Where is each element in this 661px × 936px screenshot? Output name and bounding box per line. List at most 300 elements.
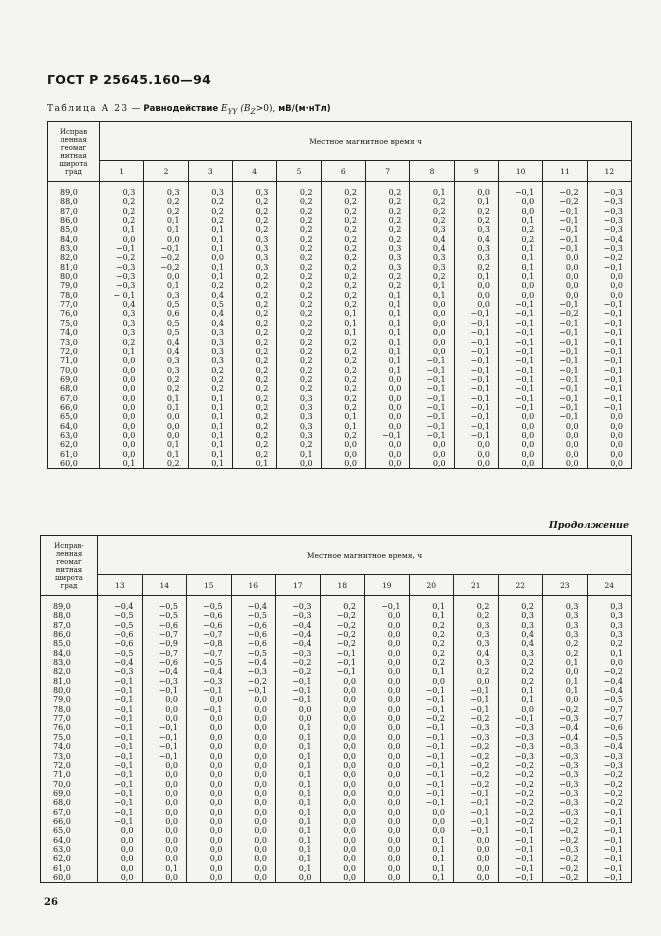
lat-header xyxy=(48,122,100,182)
value-cell: −0,2 xyxy=(514,788,534,798)
value-cell: −0,3 xyxy=(158,676,178,686)
lat-cell: 69,0 xyxy=(60,374,78,384)
value-cell: 0,0 xyxy=(432,807,445,817)
value-cell: −0,1 xyxy=(425,695,445,705)
value-cell: 0,2 xyxy=(388,281,402,291)
value-cell: 0,0 xyxy=(343,844,356,854)
value-cell: 0,3 xyxy=(166,365,180,375)
value-cell: 0,0 xyxy=(387,770,401,780)
value-cell: −0,3 xyxy=(292,602,312,611)
value-cell: 0,0 xyxy=(343,798,356,808)
value-cell: −0,2 xyxy=(559,704,579,714)
value-cell: 0,2 xyxy=(299,188,313,197)
value-cell: 0,0 xyxy=(343,742,356,752)
value-cell: 0,3 xyxy=(476,620,490,630)
value-cell: 0,0 xyxy=(432,309,446,319)
value-cell: −0,1 xyxy=(603,346,624,356)
value-cell: 0,3 xyxy=(610,602,624,611)
lat-cell: 72,0 xyxy=(60,346,78,356)
value-cell: 0,2 xyxy=(344,234,357,244)
value-cell: 0,0 xyxy=(387,611,401,621)
value-cell: −0,4 xyxy=(114,658,134,668)
value-cell: 0,0 xyxy=(610,449,624,459)
value-cell: 0,2 xyxy=(211,281,224,291)
value-cell: −0,4 xyxy=(292,630,312,640)
value-cell: 0,1 xyxy=(211,430,224,440)
value-cell: −0,6 xyxy=(158,620,178,630)
value-cell: −0,1 xyxy=(336,667,356,677)
value-cell: 0,0 xyxy=(165,704,178,714)
value-cell: 0,1 xyxy=(255,458,269,468)
lat-cell: 64,0 xyxy=(60,421,78,431)
lat-cell: 85,0 xyxy=(60,225,78,235)
value-cell: 0,0 xyxy=(388,384,402,394)
value-cell: 0,0 xyxy=(209,760,223,770)
value-cell: −0,1 xyxy=(114,732,134,742)
value-cell: 0,2 xyxy=(344,244,357,254)
value-cell: 0,2 xyxy=(255,281,269,291)
value-cell: 0,4 xyxy=(432,234,446,244)
value-cell: 0,0 xyxy=(387,835,401,845)
value-cell: 0,3 xyxy=(521,648,534,658)
value-cell: −0,4 xyxy=(114,602,134,611)
lat-header-line: Исправ- xyxy=(54,541,84,550)
value-cell: 0,0 xyxy=(565,440,579,450)
value-cell: 0,0 xyxy=(521,458,535,468)
lat-cell: 60,0 xyxy=(60,458,78,468)
value-cell: 0,0 xyxy=(120,844,134,854)
value-cell: 0,2 xyxy=(521,225,535,235)
lat-cell: 67,0 xyxy=(53,807,71,817)
value-cell: 0,0 xyxy=(477,281,490,291)
lat-cell: 67,0 xyxy=(60,393,78,403)
value-cell: 0,0 xyxy=(254,854,267,864)
value-cell: 0,3 xyxy=(122,309,136,319)
value-cell: 0,3 xyxy=(299,421,313,431)
value-cell: −0,8 xyxy=(203,639,223,649)
value-cell: 0,2 xyxy=(299,234,313,244)
value-cell: −0,3 xyxy=(559,742,579,752)
value-cell: −0,9 xyxy=(158,639,178,649)
value-cell: 0,0 xyxy=(165,695,178,705)
value-cell: 0,1 xyxy=(432,188,446,197)
lat-cell: 68,0 xyxy=(53,798,71,808)
value-cell: −0,4 xyxy=(158,667,178,677)
value-cell: −0,1 xyxy=(514,374,535,384)
lat-cell: 64,0 xyxy=(53,835,71,845)
value-cell: 0,0 xyxy=(122,374,136,384)
value-cell: 0,4 xyxy=(211,318,224,328)
value-cell: 0,0 xyxy=(209,844,223,854)
lat-cell: 89,0 xyxy=(53,602,71,611)
value-cell: 0,1 xyxy=(211,440,224,450)
value-cell: −0,1 xyxy=(470,402,490,412)
value-cell: −0,1 xyxy=(603,863,624,873)
value-cell: 0,1 xyxy=(610,648,624,658)
value-cell: 0,1 xyxy=(521,253,535,263)
table-label: Таблица А 23 xyxy=(47,104,129,114)
lat-cell: 83,0 xyxy=(53,658,71,668)
value-cell: 0,2 xyxy=(344,188,357,197)
value-cell: 0,0 xyxy=(343,779,356,789)
value-cell: −0,2 xyxy=(603,788,624,798)
value-cell: 0,2 xyxy=(344,290,357,300)
value-cell: 0,0 xyxy=(166,234,180,244)
value-cell: −0,1 xyxy=(559,328,579,338)
value-cell: 0,1 xyxy=(388,318,402,328)
value-column xyxy=(410,182,454,469)
value-cell: −0,3 xyxy=(514,742,534,752)
hour-header: 1 xyxy=(100,161,144,182)
value-cell: 0,3 xyxy=(477,225,490,235)
value-cell: 0,0 xyxy=(165,714,178,724)
value-cell: 0,3 xyxy=(521,611,534,621)
data-table-1 xyxy=(47,121,632,469)
value-cell: −0,2 xyxy=(336,630,356,640)
value-cell: 0,0 xyxy=(610,281,624,291)
value-cell: −0,3 xyxy=(115,272,136,282)
lat-cell: 80,0 xyxy=(60,272,78,282)
value-cell: 0,0 xyxy=(209,807,223,817)
value-cell: 0,0 xyxy=(565,458,579,468)
value-cell: 0,3 xyxy=(565,611,579,621)
value-cell: −0,1 xyxy=(426,365,446,375)
value-cell: −0,3 xyxy=(514,723,534,733)
value-cell: −0,1 xyxy=(603,384,624,394)
value-cell: 0,0 xyxy=(476,872,490,882)
value-cell: 0,0 xyxy=(211,253,224,263)
value-cell: 0,0 xyxy=(565,667,579,677)
value-cell: −0,3 xyxy=(514,732,534,742)
value-cell: −0,1 xyxy=(470,807,490,817)
value-cell: −0,1 xyxy=(114,788,134,798)
value-cell: 0,0 xyxy=(521,412,535,422)
value-cell: −0,1 xyxy=(158,732,178,742)
value-cell: 0,1 xyxy=(477,197,490,207)
hour-header: 22 xyxy=(498,575,543,596)
value-cell: 0,0 xyxy=(432,449,446,459)
value-cell: 0,0 xyxy=(477,458,490,468)
hours-row xyxy=(48,161,632,182)
value-cell: 0,0 xyxy=(476,676,490,686)
value-cell: −0,1 xyxy=(603,844,624,854)
lat-cell: 85,0 xyxy=(53,639,71,649)
value-cell: 0,3 xyxy=(255,253,269,263)
value-cell: −0,1 xyxy=(514,300,535,310)
value-cell: 0,1 xyxy=(432,835,445,845)
value-cell: 0,0 xyxy=(610,658,624,668)
lat-cell: 87,0 xyxy=(60,206,78,216)
hour-header: 2 xyxy=(144,161,188,182)
value-cell: 0,0 xyxy=(521,421,535,431)
value-cell: 0,0 xyxy=(565,290,579,300)
value-cell: −0,1 xyxy=(425,788,445,798)
value-cell: 0,0 xyxy=(476,835,490,845)
value-cell: 0,1 xyxy=(211,458,224,468)
value-cell: 0,0 xyxy=(476,863,490,873)
value-cell: −0,3 xyxy=(470,732,490,742)
value-cell: 0,2 xyxy=(476,667,490,677)
value-cell: 0,3 xyxy=(211,356,224,366)
caption-units: мВ/(м·нТл) xyxy=(278,104,331,114)
value-cell: 0,0 xyxy=(165,788,178,798)
value-cell: 0,0 xyxy=(209,742,223,752)
value-cell: 0,0 xyxy=(209,798,223,808)
value-cell: 0,0 xyxy=(254,779,267,789)
value-cell: 0,3 xyxy=(211,188,224,197)
value-cell: 0,0 xyxy=(122,449,136,459)
value-cell: 0,1 xyxy=(432,667,445,677)
value-cell: 0,0 xyxy=(122,234,136,244)
value-cell: −0,3 xyxy=(559,779,579,789)
lat-cell: 65,0 xyxy=(60,412,78,422)
value-cell: −0,1 xyxy=(603,402,624,412)
value-cell: 0,4 xyxy=(211,290,224,300)
value-cell: −0,2 xyxy=(336,620,356,630)
value-cell: −0,1 xyxy=(559,225,579,235)
value-cell: −0,2 xyxy=(514,770,534,780)
hour-header: 5 xyxy=(277,161,321,182)
value-cell: 0,2 xyxy=(343,602,356,611)
value-cell: −0,2 xyxy=(603,779,624,789)
value-cell: −0,5 xyxy=(158,602,178,611)
value-cell: −0,1 xyxy=(425,760,445,770)
value-cell: −0,3 xyxy=(603,197,624,207)
value-cell: 0,0 xyxy=(387,658,401,668)
value-cell: −0,1 xyxy=(514,863,534,873)
value-cell: 0,2 xyxy=(344,225,357,235)
value-cell: 0,1 xyxy=(211,412,224,422)
value-cell: −0,3 xyxy=(603,244,624,254)
value-cell: −0,1 xyxy=(292,686,312,696)
value-cell: −0,1 xyxy=(514,714,534,724)
value-cell: 0,2 xyxy=(299,374,313,384)
value-cell: −0,7 xyxy=(603,704,624,714)
value-cell: 0,3 xyxy=(432,253,446,263)
value-cell: 0,2 xyxy=(521,676,534,686)
value-cell: −0,2 xyxy=(247,676,267,686)
value-cell: −0,1 xyxy=(470,365,490,375)
value-cell: −0,1 xyxy=(603,854,624,864)
value-column xyxy=(187,596,232,883)
value-cell: 0,1 xyxy=(432,863,445,873)
value-cell: 0,0 xyxy=(343,714,356,724)
value-cell: 0,0 xyxy=(343,854,356,864)
value-cell: −0,1 xyxy=(559,318,579,328)
value-cell: −0,1 xyxy=(559,393,579,403)
value-cell: −0,1 xyxy=(426,421,446,431)
hour-header: 24 xyxy=(587,575,632,596)
hour-header: 21 xyxy=(454,575,499,596)
value-cell: −0,1 xyxy=(514,309,535,319)
value-cell: 0,0 xyxy=(254,742,267,752)
value-cell: 0,0 xyxy=(432,300,446,310)
value-cell: −0,1 xyxy=(470,816,490,826)
hour-header: 15 xyxy=(187,575,232,596)
value-cell: 0,2 xyxy=(476,611,490,621)
value-cell: 0,0 xyxy=(565,262,579,272)
value-cell: −0,4 xyxy=(603,676,624,686)
value-cell: −0,1 xyxy=(514,835,534,845)
value-cell: −0,1 xyxy=(292,676,312,686)
value-cell: 0,2 xyxy=(344,365,357,375)
value-cell: 0,3 xyxy=(388,253,402,263)
value-cell: −0,4 xyxy=(559,732,579,742)
value-cell: 0,1 xyxy=(298,816,312,826)
value-cell: 0,0 xyxy=(254,751,267,761)
value-cell: −0,1 xyxy=(425,779,445,789)
lat-cell: 76,0 xyxy=(60,309,78,319)
value-cell: 0,2 xyxy=(565,639,579,649)
value-cell: 0,2 xyxy=(388,272,402,282)
value-cell: 0,0 xyxy=(343,732,356,742)
value-cell: −0,2 xyxy=(559,854,579,864)
value-cell: −0,1 xyxy=(114,723,134,733)
value-cell: 0,2 xyxy=(344,430,357,440)
value-cell: −0,2 xyxy=(603,253,624,263)
lat-header-line: град xyxy=(65,167,82,176)
value-cell: −0,1 xyxy=(603,262,624,272)
value-cell: 0,4 xyxy=(211,309,224,319)
value-cell: 0,1 xyxy=(211,402,224,412)
value-cell: −0,1 xyxy=(426,412,446,422)
value-cell: −0,3 xyxy=(559,798,579,808)
value-cell: 0,1 xyxy=(388,309,402,319)
value-cell: −0,3 xyxy=(559,788,579,798)
value-cell: −0,1 xyxy=(603,374,624,384)
value-cell: 0,2 xyxy=(344,197,357,207)
value-column xyxy=(365,182,409,469)
value-cell: 0,3 xyxy=(299,412,313,422)
hour-header: 23 xyxy=(543,575,588,596)
value-cell: 0,1 xyxy=(432,611,445,621)
value-cell: −0,1 xyxy=(470,346,490,356)
value-cell: −0,1 xyxy=(114,779,134,789)
value-cell: 0,2 xyxy=(344,402,357,412)
value-cell: 0,2 xyxy=(432,216,446,226)
lat-header xyxy=(41,536,98,596)
value-cell: 0,3 xyxy=(477,253,490,263)
value-cell: 0,2 xyxy=(255,318,269,328)
value-cell: −0,1 xyxy=(603,337,624,347)
lat-header-line: ленная xyxy=(55,549,83,558)
table-caption xyxy=(47,104,331,116)
value-cell: 0,0 xyxy=(432,328,446,338)
value-cell: 0,2 xyxy=(255,309,269,319)
value-cell: 0,1 xyxy=(388,300,402,310)
value-column xyxy=(276,596,321,883)
value-cell: 0,2 xyxy=(299,272,313,282)
value-cell: −0,2 xyxy=(514,807,534,817)
value-cell: −0,1 xyxy=(514,826,534,836)
value-cell: 0,1 xyxy=(521,244,535,254)
value-cell: 0,0 xyxy=(565,281,579,291)
value-cell: 0,2 xyxy=(211,374,224,384)
value-cell: 0,0 xyxy=(209,770,223,780)
value-cell: 0,1 xyxy=(388,328,402,338)
lat-header-line: геомаг xyxy=(60,143,87,152)
value-cell: 0,1 xyxy=(165,863,178,873)
value-cell: −0,1 xyxy=(514,393,535,403)
value-cell: 0,1 xyxy=(432,872,445,882)
value-cell: 0,3 xyxy=(255,188,269,197)
lat-cell: 78,0 xyxy=(60,290,78,300)
value-cell: 0,2 xyxy=(255,225,269,235)
value-cell: 0,2 xyxy=(610,639,624,649)
lat-cell: 83,0 xyxy=(60,244,78,254)
value-cell: 0,2 xyxy=(255,440,269,450)
value-cell: 0,5 xyxy=(166,300,180,310)
value-cell: 0,3 xyxy=(166,290,180,300)
value-cell: −0,3 xyxy=(559,714,579,724)
value-cell: 0,0 xyxy=(388,458,402,468)
lat-cell: 72,0 xyxy=(53,760,71,770)
value-cell: 0,3 xyxy=(211,337,224,347)
value-cell: −0,5 xyxy=(114,648,134,658)
value-cell: −0,5 xyxy=(114,620,134,630)
lat-header-line: нитная xyxy=(60,151,87,160)
value-cell: 0,1 xyxy=(521,262,535,272)
value-cell: 0,3 xyxy=(122,318,136,328)
value-cell: 0,1 xyxy=(211,421,224,431)
value-cell: 0,0 xyxy=(521,197,535,207)
value-cell: 0,0 xyxy=(387,863,401,873)
value-cell: 0,1 xyxy=(298,742,312,752)
value-cell: 0,2 xyxy=(299,309,313,319)
value-cell: 0,0 xyxy=(165,844,178,854)
value-cell: 0,2 xyxy=(565,648,579,658)
value-cell: 0,2 xyxy=(166,384,180,394)
value-cell: 0,1 xyxy=(298,788,312,798)
lat-cell: 68,0 xyxy=(60,384,78,394)
value-cell: 0,0 xyxy=(343,704,356,714)
value-cell: −0,1 xyxy=(559,234,579,244)
value-cell: 0,0 xyxy=(387,742,401,752)
value-column xyxy=(587,596,632,883)
value-cell: 0,2 xyxy=(299,281,313,291)
value-cell: 0,2 xyxy=(122,206,136,216)
value-cell: 0,2 xyxy=(299,328,313,338)
value-cell: 0,2 xyxy=(521,658,534,668)
value-cell: −0,1 xyxy=(559,412,579,422)
value-cell: 0,0 xyxy=(343,723,356,733)
value-cell: −0,7 xyxy=(203,630,223,640)
hour-header: 16 xyxy=(231,575,276,596)
value-cell: 0,2 xyxy=(299,365,313,375)
lat-cell: 81,0 xyxy=(53,676,71,686)
value-cell: 0,4 xyxy=(477,234,490,244)
value-cell: −0,4 xyxy=(203,667,223,677)
value-cell: 0,2 xyxy=(299,356,313,366)
value-cell: −0,1 xyxy=(114,816,134,826)
value-cell: 0,1 xyxy=(521,686,534,696)
value-cell: 0,1 xyxy=(521,695,534,705)
value-cell: −0,1 xyxy=(514,402,535,412)
value-cell: −0,5 xyxy=(158,611,178,621)
value-column xyxy=(365,596,410,883)
value-cell: 0,0 xyxy=(521,430,535,440)
caption-title: Равнодействие xyxy=(143,104,219,114)
value-cell: −0,7 xyxy=(203,648,223,658)
lat-cell: 78,0 xyxy=(53,704,71,714)
value-cell: 0,1 xyxy=(298,751,312,761)
value-cell: 0,0 xyxy=(388,449,402,459)
value-cell: −0,2 xyxy=(603,798,624,808)
page-number: 26 xyxy=(44,897,58,908)
value-cell: 0,1 xyxy=(432,290,446,300)
value-cell: −0,1 xyxy=(336,648,356,658)
value-cell: 0,0 xyxy=(387,872,401,882)
